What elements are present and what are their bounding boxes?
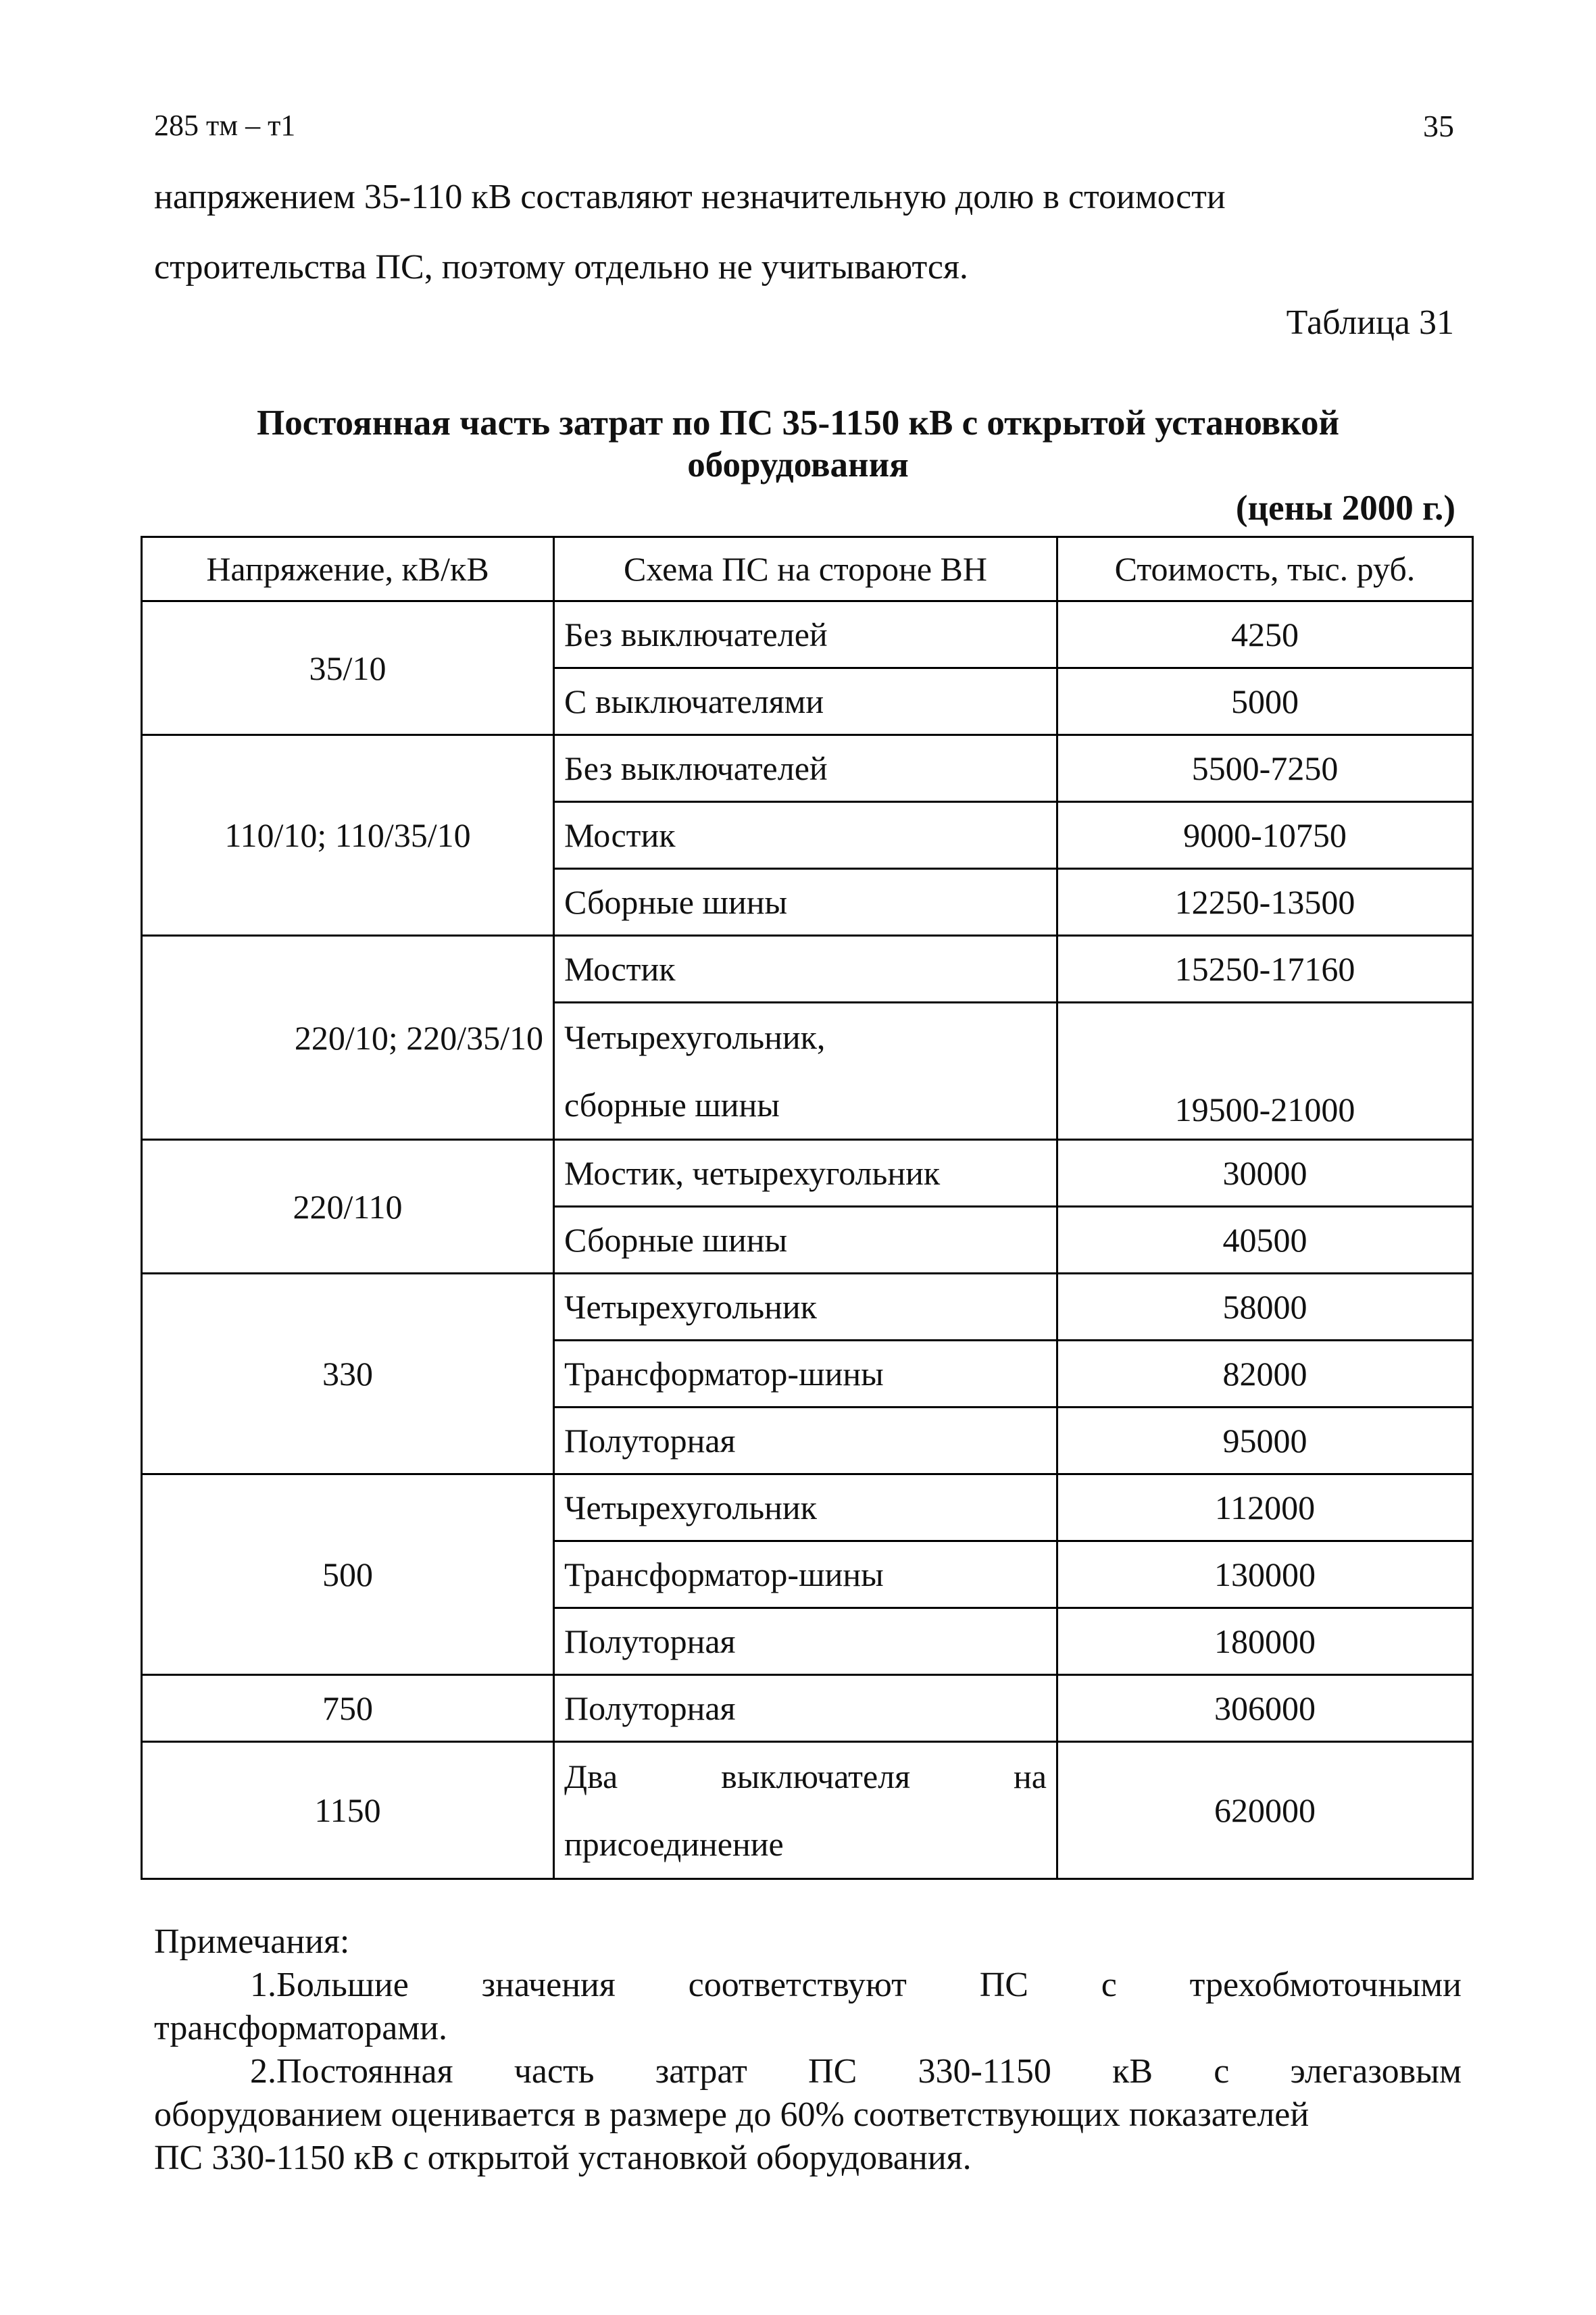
scheme-word: Два <box>564 1758 618 1795</box>
note-word: ПС <box>979 1966 1028 2004</box>
voltage-cell: 500 <box>142 1474 554 1675</box>
note-word: 1.Большие <box>250 1966 409 2004</box>
scheme-cell <box>554 1742 1057 1879</box>
voltage-cell: 35/10 <box>142 601 554 735</box>
scheme-word: выключателя <box>721 1758 911 1795</box>
scheme-cell: Сборные шины <box>554 869 1057 936</box>
voltage-cell: 1150 <box>142 1742 554 1879</box>
notes-title: Примечания: <box>154 1922 350 1961</box>
note-word: значения <box>481 1966 616 2004</box>
note-word: трехобмоточными <box>1189 1966 1462 2004</box>
scheme-cell: Трансформатор-шины <box>554 1341 1057 1408</box>
cost-cell: 82000 <box>1057 1341 1473 1408</box>
note-word: ПС <box>808 2052 857 2091</box>
cost-cell: 112000 <box>1057 1474 1473 1541</box>
cost-cell: 5000 <box>1057 668 1473 735</box>
cost-cell: 40500 <box>1057 1207 1473 1274</box>
note-word: часть <box>514 2052 595 2091</box>
scheme-cell: Полуторная <box>554 1608 1057 1675</box>
note-word: 330-1150 <box>918 2052 1051 2091</box>
table-header-row <box>142 537 1473 601</box>
scheme-cell: Мостик, четырехугольник <box>554 1140 1057 1207</box>
cost-cell: 130000 <box>1057 1541 1473 1608</box>
table-row <box>142 936 1473 1003</box>
scheme-cell: Четырехугольник <box>554 1474 1057 1541</box>
note-word: с <box>1101 1966 1117 2004</box>
note-2-line-2: оборудованием оценивается в размере до 60% соответствующих показателей <box>154 2095 1310 2134</box>
voltage-cell: 330 <box>142 1274 554 1474</box>
scheme-cell: Полуторная <box>554 1408 1057 1474</box>
note-1-line-1 <box>250 1964 1462 2007</box>
note-word: затрат <box>655 2052 747 2091</box>
intro-line-2: строительства ПС, поэтому отдельно не учитываются. <box>154 248 968 287</box>
cost-cell: 12250-13500 <box>1057 869 1473 936</box>
table-row <box>142 1474 1473 1541</box>
table-row <box>142 601 1473 668</box>
table-title-line-2: оборудования <box>687 445 909 484</box>
scheme-cell: Полуторная <box>554 1675 1057 1742</box>
cost-cell: 9000-10750 <box>1057 802 1473 869</box>
cost-cell: 15250-17160 <box>1057 936 1473 1003</box>
cost-cell: 306000 <box>1057 1675 1473 1742</box>
document-code: 285 тм – т1 <box>154 109 296 142</box>
cost-cell: 58000 <box>1057 1274 1473 1341</box>
scheme-line <box>564 1743 1047 1810</box>
cost-cell: 180000 <box>1057 1608 1473 1675</box>
table-title-line-1: Постоянная часть затрат по ПС 35-1150 кВ с открытой установкой <box>256 403 1340 443</box>
note-2-line-3: ПС 330-1150 кВ с открытой установкой оборудования. <box>154 2139 972 2177</box>
note-2-line-1 <box>250 2050 1462 2093</box>
scheme-cell <box>554 1003 1057 1140</box>
voltage-cell: 750 <box>142 1675 554 1742</box>
cost-cell: 4250 <box>1057 601 1473 668</box>
table-row <box>142 1140 1473 1207</box>
header-cost: Стоимость, тыс. руб. <box>1057 537 1473 601</box>
scheme-cell: Четырехугольник <box>554 1274 1057 1341</box>
scheme-cell: Без выключателей <box>554 601 1057 668</box>
scheme-cell: Сборные шины <box>554 1207 1057 1274</box>
scheme-cell: Мостик <box>554 936 1057 1003</box>
note-word: с <box>1214 2052 1230 2091</box>
header-voltage: Напряжение, кВ/кВ <box>142 537 554 601</box>
scheme-line: сборные шины <box>564 1086 780 1124</box>
scheme-cell: Без выключателей <box>554 735 1057 802</box>
scheme-word: на <box>1014 1758 1047 1795</box>
note-word: соответствуют <box>688 1966 907 2004</box>
voltage-cell: 220/10; 220/35/10 <box>142 936 554 1140</box>
cost-cell: 620000 <box>1057 1742 1473 1879</box>
cost-table <box>141 536 1474 1880</box>
cost-cell: 5500-7250 <box>1057 735 1473 802</box>
scheme-cell: Мостик <box>554 802 1057 869</box>
note-1-line-2: трансформаторами. <box>154 2009 448 2047</box>
voltage-cell: 110/10; 110/35/10 <box>142 735 554 936</box>
intro-line-1: напряжением 35-110 кВ составляют незначительную долю в стоимости <box>154 178 1226 216</box>
table-row <box>142 1742 1473 1879</box>
scheme-cell: С выключателями <box>554 668 1057 735</box>
scheme-line: Четырехугольник, <box>564 1018 826 1056</box>
scheme-cell: Трансформатор-шины <box>554 1541 1057 1608</box>
cost-cell: 30000 <box>1057 1140 1473 1207</box>
table-row <box>142 1675 1473 1742</box>
table-row <box>142 1274 1473 1341</box>
prices-year-note: (цены 2000 г.) <box>1235 489 1455 528</box>
header-scheme: Схема ПС на стороне ВН <box>554 537 1057 601</box>
table-number-label: Таблица 31 <box>1286 303 1454 342</box>
cost-cell: 19500-21000 <box>1057 1003 1473 1140</box>
note-word: элегазовым <box>1290 2052 1462 2091</box>
page-number: 35 <box>1423 109 1454 143</box>
cost-cell: 95000 <box>1057 1408 1473 1474</box>
note-word: кВ <box>1112 2052 1153 2091</box>
table-row <box>142 735 1473 802</box>
scheme-line: присоединение <box>564 1825 784 1863</box>
voltage-cell: 220/110 <box>142 1140 554 1274</box>
note-word: 2.Постоянная <box>250 2052 453 2091</box>
